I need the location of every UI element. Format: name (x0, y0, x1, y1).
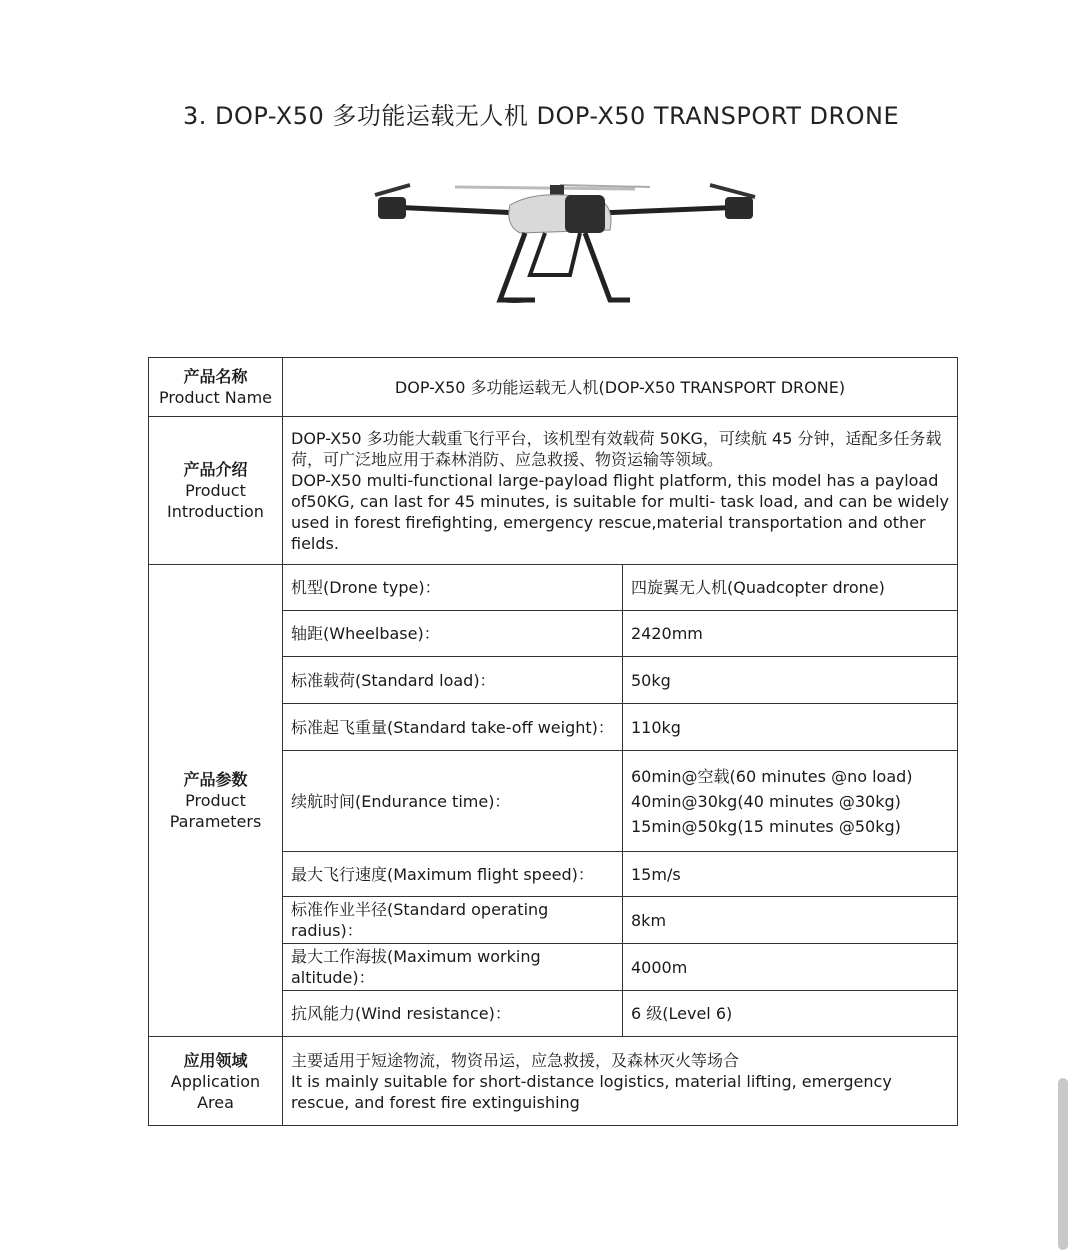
product-name-label (149, 358, 283, 417)
param-value: 2420mm (623, 611, 958, 657)
introduction-text-cn: DOP-X50 多功能大载重飞行平台，该机型有效载荷 50KG，可续航 45 分钟，适配多任务载荷，可广泛地应用于森林消防、应急救援、物资运输等领域。 (291, 428, 942, 469)
row-application (149, 1037, 958, 1126)
label-cn: 应用领域 (183, 1050, 248, 1070)
application-text-en: It is mainly suitable for short-distance logistics, material lifting, emergency rescue, and forest fire extinguishing (291, 1071, 892, 1112)
param-row (149, 565, 958, 611)
param-name: 标准起飞重量(Standard take-off weight)： (283, 704, 623, 751)
endurance-line: 40min@30kg(40 minutes @30kg) (631, 791, 901, 811)
endurance-line: 60min@空载(60 minutes @no load) (631, 766, 913, 786)
param-value: 15m/s (623, 852, 958, 897)
section-heading: 3. DOP-X50 多功能运载无人机 DOP-X50 TRANSPORT DRONE (183, 102, 900, 130)
label-en: Product Name (158, 388, 273, 407)
param-name: 最大飞行速度(Maximum flight speed)： (283, 852, 623, 897)
param-value: 50kg (623, 657, 958, 704)
param-name: 机型(Drone type)： (283, 565, 623, 611)
label-en: Product (185, 481, 246, 500)
param-value: 8km (623, 897, 958, 944)
product-name-value: DOP-X50 多功能运载无人机(DOP-X50 TRANSPORT DRONE) (283, 358, 958, 417)
drone-image (360, 175, 770, 315)
label-cn: 产品名称 (183, 367, 248, 386)
introduction-label (149, 417, 283, 565)
param-name: 标准作业半径(Standard operating radius)： (283, 897, 623, 944)
introduction-text-en: DOP-X50 multi-functional large-payload flight platform, this model has a payload of50KG, can last for 45 minutes, is suitable for multi- task load, and can be widely used in forest firefighting, emergency rescue,material transportation and other fields. (291, 470, 949, 553)
param-value: 四旋翼无人机(Quadcopter drone) (623, 565, 958, 611)
application-text-cn: 主要适用于短途物流，物资吊运，应急救援，及森林灭火等场合 (291, 1050, 740, 1070)
param-name: 轴距(Wheelbase)： (283, 611, 623, 657)
param-name: 抗风能力(Wind resistance)： (283, 991, 623, 1037)
row-product-name (149, 358, 958, 417)
application-label (149, 1037, 283, 1126)
label-cn: 产品介绍 (183, 460, 248, 479)
param-name: 最大工作海拔(Maximum working altitude)： (283, 944, 623, 991)
application-value (283, 1037, 958, 1126)
param-value: 4000m (623, 944, 958, 991)
introduction-value (283, 417, 958, 565)
param-name: 标准载荷(Standard load)： (283, 657, 623, 704)
param-name: 续航时间(Endurance time)： (283, 751, 623, 852)
param-value: 110kg (623, 704, 958, 751)
label-en: Parameters (169, 812, 262, 831)
label-en: Introduction (167, 502, 264, 521)
scrollbar[interactable] (1058, 1078, 1068, 1250)
endurance-line: 15min@50kg(15 minutes @50kg) (631, 816, 901, 836)
param-value: 6 级(Level 6) (623, 991, 958, 1037)
spec-table (148, 357, 958, 1126)
param-value (623, 751, 958, 852)
label-cn: 产品参数 (183, 770, 248, 789)
row-introduction (149, 417, 958, 565)
label-en: Application (170, 1071, 261, 1091)
label-en: Product (185, 791, 246, 810)
label-en: Area (197, 1092, 234, 1112)
parameters-label (149, 565, 283, 1037)
